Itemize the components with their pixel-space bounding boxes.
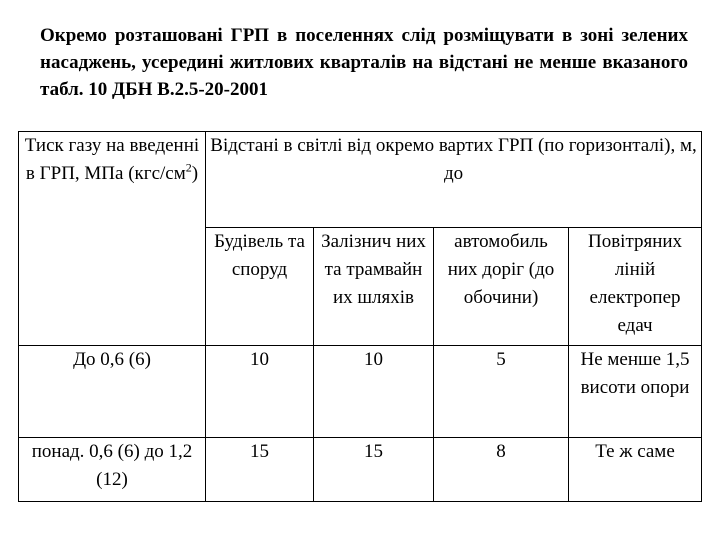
column-header-buildings: Будівель та споруд bbox=[206, 228, 314, 346]
distance-group-header: Відстані в світлі від окремо вартих ГРП (по горизонталі), м, до bbox=[206, 132, 702, 228]
pressure-header-sup: 2 bbox=[185, 160, 192, 175]
column-header-railways: Залізнич них та трамвайн их шляхів bbox=[314, 228, 434, 346]
row-pressure-label: понад. 0,6 (6) до 1,2 (12) bbox=[19, 438, 206, 502]
table-row bbox=[19, 438, 702, 502]
cell-value: 8 bbox=[434, 438, 569, 502]
cell-value: 10 bbox=[314, 346, 434, 438]
pressure-column-header bbox=[19, 132, 206, 346]
cell-value: 15 bbox=[314, 438, 434, 502]
column-header-roads: автомобиль них доріг (до обочини) bbox=[434, 228, 569, 346]
cell-value: 10 bbox=[206, 346, 314, 438]
pressure-header-text: Тиск газу на введенні в ГРП, МПа (кгс/см bbox=[24, 135, 200, 184]
distance-table bbox=[18, 131, 702, 502]
row-pressure-label: До 0,6 (6) bbox=[19, 346, 206, 438]
cell-value: Те ж саме bbox=[569, 438, 702, 502]
page-heading: Окремо розташовані ГРП в поселеннях слід розміщувати в зоні зелених насаджень, усередині житлових кварталів на відстані не менше вказаного табл. 10 ДБН В.2.5-20-2001 bbox=[40, 25, 688, 100]
cell-value: 5 bbox=[434, 346, 569, 438]
table-row bbox=[19, 346, 702, 438]
pressure-header-close: ) bbox=[191, 163, 199, 184]
cell-value: Не менше 1,5 висоти опори bbox=[569, 346, 702, 438]
column-header-power-lines: Повітряних ліній електропер едач bbox=[569, 228, 702, 346]
table-header-row bbox=[19, 132, 702, 228]
cell-value: 15 bbox=[206, 438, 314, 502]
